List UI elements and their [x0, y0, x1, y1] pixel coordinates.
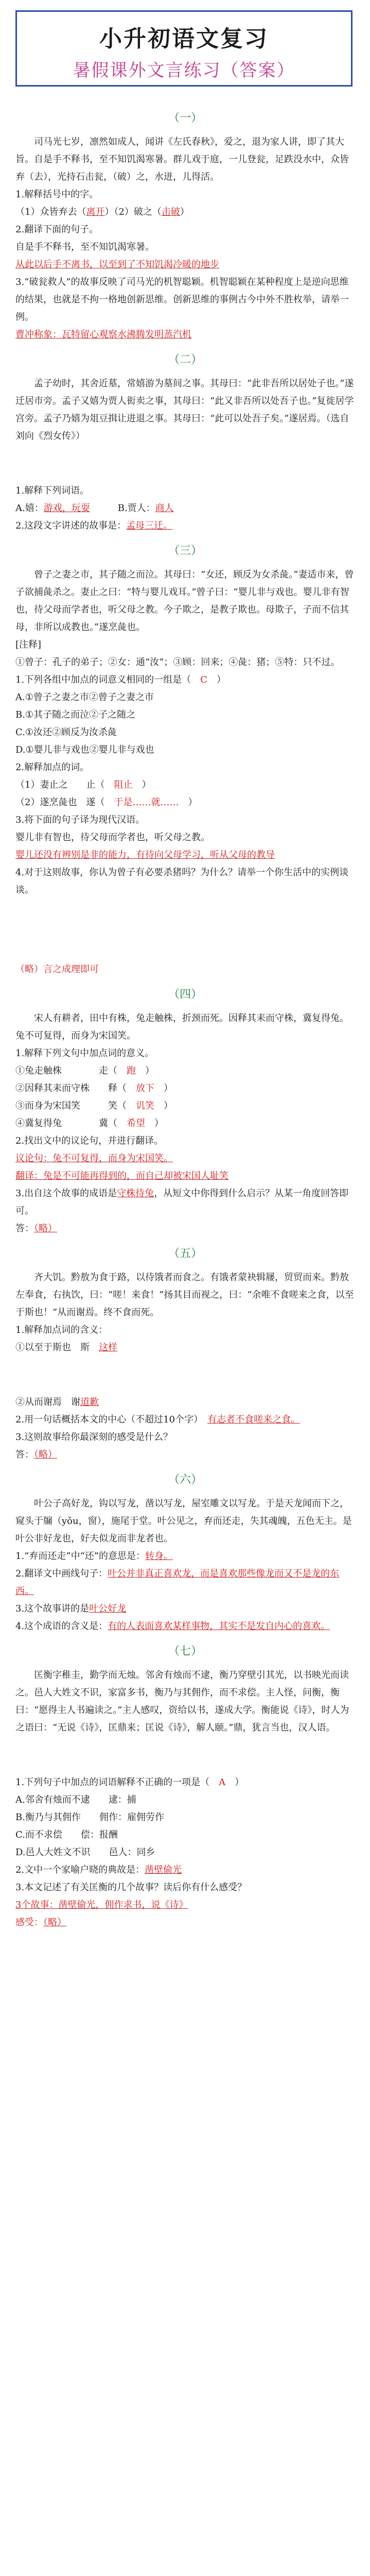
answer: 阻止: [114, 779, 133, 790]
answer: 3个故事：凿壁偷光，佣作求书，说《诗》: [15, 1900, 188, 1910]
answer: 婴儿还没有辨别是非的能力，有待向父母学习，听从父母的教导: [15, 850, 275, 860]
option: B.①其子随之而泣②子之随之: [15, 709, 136, 720]
answer: 于是……就……: [114, 797, 179, 808]
answer: C: [200, 674, 207, 685]
answer-line: ②因释其耒而守株 释（ 放下 ）: [15, 1083, 173, 1094]
section-number: （四）: [168, 988, 202, 1001]
answer: （略）言之成理即可: [15, 964, 99, 975]
title-box: [15, 10, 353, 87]
answer-line: ③而身为宋国笑 笑（ 讥笑 ）: [15, 1100, 173, 1111]
answer-line: 1.“弃而还走”中“还”的意思是：转身。: [15, 1551, 173, 1562]
passage: 曾子之妻之市，其子随之而泣。其母曰：“女还，顾反为女杀彘。”妻适市来，曾子欲捕彘杀之。妻止之曰：“特与婴儿戏耳。”曾子曰：“婴儿非与戏也。婴儿非有智也，待父母而学者也，听父母之教。今子欺之，是教子欺也。母欺子，子而不信其母，非所以成教也。”遂烹彘也。: [15, 569, 354, 633]
answer: 曹冲称象：瓦特留心观察水沸腾发明蒸汽机: [15, 329, 191, 340]
section-number: （三）: [168, 545, 202, 557]
answer: （略）: [34, 1223, 57, 1234]
question: 4.对于这则故事，你认为曾子有必要杀猪吗？为什么？请举一个你生活中的实例谈谈。: [15, 867, 349, 895]
answer-line: ①以至于斯也 斯 这样: [15, 1342, 117, 1353]
answer: 有的人表面喜欢某样事物，其实不是发自内心的喜欢。: [108, 1621, 330, 1632]
answer: A: [219, 1777, 226, 1788]
answer: 游戏，玩耍: [43, 503, 90, 514]
answer-line: A.嬉：游戏，玩耍 B.贾人：商人: [15, 503, 174, 514]
answer: 讥笑: [136, 1100, 154, 1111]
answer: 守株待兔: [117, 1188, 154, 1199]
answer: 转身。: [145, 1551, 173, 1562]
answer: 商人: [155, 503, 174, 514]
section-number: （七）: [168, 1645, 202, 1658]
answer-line: 感受：（略）: [15, 1917, 66, 1928]
answer-line: （1）众皆弃去（离开）（2）破之（击破）: [15, 207, 189, 217]
answer-line: ②从而谢焉 谢道歉: [15, 1397, 99, 1408]
question: 3.“破瓮救人”的故事反映了司马光的机智聪颖。机智聪颖在某种程度上是逆向思维的结果，也就是不拘一格地创新思维。创新思维的事例古今中外不胜枚举，请举一例。: [15, 277, 349, 323]
question-text: 自是手不释书，至不知饥渴寒暑。: [15, 242, 154, 252]
answer-line: 4.这个成语的含义是：有的人表面喜欢某样事物，其实不是发自内心的喜欢。: [15, 1621, 330, 1632]
answer-line: ④冀复得兔 冀（ 希望 ）: [15, 1118, 164, 1129]
section-number: （二）: [168, 353, 202, 366]
passage: 齐大饥。黔敖为食于路，以待饿者而食之。有饿者蒙袂辑屦，贸贸而来。黔敖左奉食，右执饮，曰：“嗟！来食！”扬其目而视之，曰：“余唯不食嗟来之食，以至于斯也！”从而谢焉。终不食而死。: [15, 1272, 354, 1318]
answer-line: （2）遂烹彘也 遂（ 于是……就…… ）: [15, 797, 198, 808]
answer: 道歉: [80, 1397, 99, 1408]
notes: ①曾子：孔子的弟子；②女：通“汝”；③顾：回来；④彘：猪；⑤特：只不过。: [15, 657, 340, 668]
answer-line: 答：（略）: [15, 1223, 57, 1234]
question: 1.解释下列词语。: [15, 485, 90, 496]
answer-line: 2.翻译文中画线句子：叶公并非真正喜欢龙，而是喜欢那些像龙而又不是龙的东西。: [15, 1568, 340, 1597]
option: D.邑人大姓文不识 邑人：同乡: [15, 1847, 155, 1858]
answer: 这样: [99, 1342, 117, 1353]
option: B.衡乃与其佣作 佣作：雇佣劳作: [15, 1812, 164, 1823]
answer-line: 2.文中一个家喻户晓的典故是：凿壁偷光: [15, 1865, 182, 1875]
question: 1.解释括号中的字。: [15, 189, 99, 200]
content: [15, 102, 355, 1931]
answer: 击破: [161, 207, 180, 217]
answer: 跑: [127, 1065, 136, 1076]
answer: 议论句：兔不可复得，而身为宋国笑。: [15, 1153, 173, 1164]
option: D.①婴儿非与戏也②婴儿非与戏也: [15, 744, 154, 755]
answer: （略）: [43, 1917, 66, 1928]
option: C.①汝还②顾反为汝杀彘: [15, 727, 117, 738]
answer-line: 2.用一句话概括本文的中心（不超过10个字） 有志者不食嗟来之食。: [15, 1414, 301, 1425]
answer-line: 答：（略）: [15, 1449, 57, 1460]
passage: 叶公子高好龙，钩以写龙，凿以写龙，屋室雕文以写龙。于是天龙闻而下之，窥头于牖（yǒu，窗），施尾于堂。叶公见之，弃而还走，失其魂魄，五色无主。是叶公非好龙也，好夫似龙而非龙者也。: [15, 1498, 352, 1544]
answer: 放下: [136, 1083, 154, 1094]
question: 3.将下面的句子译为现代汉语。: [15, 815, 145, 825]
answer-line: 1.下列句子中加点的词语解释不正确的一项是（ A ）: [15, 1777, 244, 1788]
passage: 孟子幼时，其舍近墓，常嬉游为墓间之事。其母曰：“此非吾所以居处子也。”遂迁居市旁。孟子又嬉为贾人衒卖之事，其母曰：“此又非吾所以处吾子也。”复徙居学宫旁。孟子乃嬉为俎豆揖让进退之事。其母曰：“此可以处吾子矣。”遂居焉。（选自刘向《烈女传》）: [15, 378, 354, 442]
answer-line: 2.这段文字讲述的故事是：孟母三迁。: [15, 520, 173, 531]
answer-line: （1）妻止之 止（ 阻止 ）: [15, 779, 151, 790]
answer: 凿壁偷光: [145, 1865, 182, 1875]
answer: 希望: [127, 1118, 145, 1129]
answer: （略）: [34, 1449, 57, 1460]
answer: 从此以后手不离书，以至到了不知饥渴冷暖的地步: [15, 259, 219, 270]
option: A.①曾子之妻之市②曾子之妻之市: [15, 692, 154, 703]
answer-line: 1.下列各组中加点的词意义相同的一组是（ C ）: [15, 674, 226, 685]
answer: 离开: [86, 207, 105, 217]
notes-heading: [注释]: [15, 639, 42, 650]
section-number: （一）: [168, 112, 202, 125]
question: 3.本文记述了有关匡衡的几个故事？读后你有什么感受？: [15, 1882, 247, 1893]
question: 2.解释加点的词。: [15, 762, 90, 773]
question: 2.翻译下面的句子。: [15, 224, 99, 235]
question: 1.解释下列文句中加点词的意义。: [15, 1048, 154, 1059]
section-number: （五）: [168, 1247, 202, 1260]
passage: 匡衡字稚圭，勤学而无烛。邻舍有烛而不逮，衡乃穿壁引其光，以书映光而读之。邑人大姓文不识，家富多书，衡乃与其佣作，而不求偿。主人怪，问衡，衡曰：“愿得主人书遍读之。”主人感叹，资给以书，遂成大学。衡能说《诗》，时人为之语曰：“无说《诗》，匡鼎来；匡说《诗》，解人颐。”鼎，犹言当也，汉人语。: [15, 1670, 349, 1733]
question-text: 婴儿非有智也，待父母而学者也，听父母之教。: [15, 832, 210, 843]
question: 3.这则故事给你最深刻的感受是什么？: [15, 1432, 173, 1443]
answer: 孟母三迁。: [126, 520, 173, 531]
answer-line: ①兔走触株 走（ 跑 ）: [15, 1065, 154, 1076]
answer: 翻译：兔是不可能再得到的，而自己却被宋国人耻笑: [15, 1171, 228, 1181]
question: 2.找出文中的议论句，并进行翻译。: [15, 1136, 164, 1146]
page-title: 小升初语文复习: [99, 26, 269, 52]
option: C.而不求偿 偿：报酬: [15, 1829, 118, 1840]
answer-line: 3.出自这个故事的成语是守株待兔，从短文中你得到什么启示？从某一角度回答即可。: [15, 1188, 349, 1216]
answer: 有志者不食嗟来之食。: [207, 1414, 301, 1425]
passage: 司马光七岁，凛然如成人，闻讲《左氏春秋》，爱之，退为家人讲，即了其大旨。自是手不释书，至不知饥渴寒暑。群儿戏于庭，一儿登瓮，足跌没水中，众皆弃（去），光持石击瓮，（破）之，水迸，儿得活。: [15, 137, 349, 182]
option: A.邻舍有烛而不逮 逮：捕: [15, 1794, 136, 1805]
passage: 宋人有耕者，田中有株，兔走触株，折颈而死。因释其耒而守株，冀复得兔。兔不可复得，而身为宋国笑。: [15, 1013, 349, 1041]
question: 1.解释加点词的含义：: [15, 1325, 108, 1335]
answer: 叶公好龙: [89, 1603, 127, 1614]
page-subtitle: 暑假课外文言练习（答案）: [73, 60, 295, 81]
answer: 叶公并非真正喜欢龙，而是喜欢那些像龙而又不是龙的东西。: [15, 1568, 340, 1597]
section-number: （六）: [168, 1473, 202, 1486]
answer-line: 3.这个故事讲的是叶公好龙: [15, 1603, 127, 1614]
